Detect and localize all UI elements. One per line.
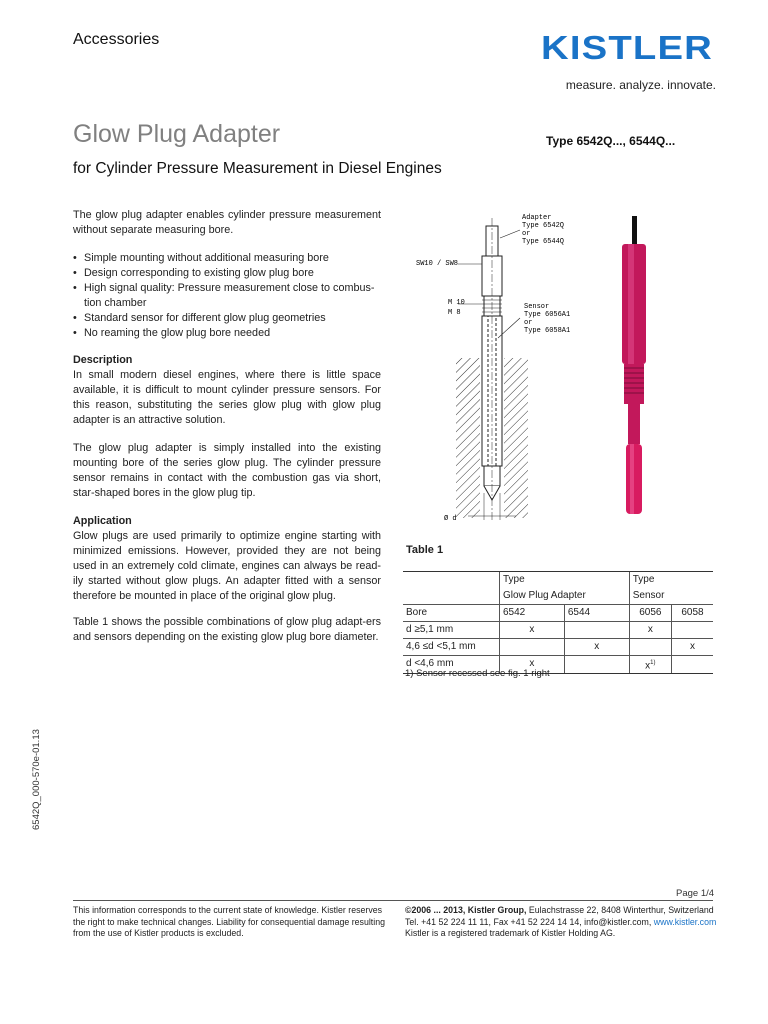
- table-cell: x: [500, 656, 565, 674]
- intro-paragraph: The glow plug adapter enables cylinder pressure measurement without separate measuring bore.: [73, 209, 381, 236]
- page-subtitle: for Cylinder Pressure Measurement in Diesel Engines: [73, 160, 442, 177]
- footer-contact: [405, 905, 717, 940]
- kistler-logo-mark: [541, 30, 716, 64]
- diameter-label: Ø d: [444, 515, 457, 523]
- table-cell: [629, 639, 671, 656]
- table-header-row: [403, 572, 713, 589]
- footer-disclaimer: This information corresponds to the current state of knowledge. Kistler reserves the right to make technical changes. Liability for consequential damage resulting from the use of Kistler products is excluded.: [73, 905, 385, 938]
- combination-table: [403, 571, 713, 674]
- brand-slogan: measure. analyze. innovate.: [565, 78, 716, 92]
- document-code: 6542Q_000-570e-01.13: [31, 729, 42, 830]
- feature-list: [73, 251, 383, 341]
- table-header-cell: 6058: [671, 605, 713, 622]
- application-paragraph: Glow plugs are used primarily to optimize engine starting with minimized emissions. However, provided they are not being used in an extremely cold climate, engines can always be read-ily started without glow plugs. An adapter fitted with a sensor therefore be mounted in place of the original glow plug.: [73, 530, 381, 602]
- description-heading: Description: [73, 354, 133, 366]
- application-paragraph: Table 1 shows the possible combinations of glow plug adapt-ers and sensors depending on the existing glow plug bore diameter.: [73, 616, 381, 643]
- list-item: • Standard sensor for different glow plug geometries: [73, 311, 383, 326]
- table-cell: [564, 622, 629, 639]
- kistler-logo: [541, 30, 716, 92]
- table-header-row: [403, 588, 713, 605]
- list-item: • No reaming the glow plug bore needed: [73, 326, 383, 341]
- thread-label: M 10: [448, 299, 465, 307]
- description-paragraph: The glow plug adapter is simply installed into the existing mounting bore of the series glow plug. The cylinder pressure sensor remains in contact with the combustion gas via short, star-shaped bores in the glow plug tip.: [73, 442, 381, 499]
- page-number: Page 1/4: [676, 888, 715, 899]
- table-cell: d <4,6 mm: [403, 656, 500, 674]
- footer-address: Eulachstrasse 22, 8408 Winterthur, Switzerland: [526, 905, 714, 915]
- footer-divider: [73, 900, 713, 901]
- sensor-label-line: Type 6058A1: [524, 327, 571, 335]
- list-item: • Simple mounting without additional measuring bore: [73, 251, 383, 266]
- thread-label: M 8: [448, 309, 461, 317]
- group-type-label: Type: [500, 572, 630, 589]
- table-row: [403, 639, 713, 656]
- sensor-label-line: Sensor: [524, 303, 550, 311]
- table-header-cell: 6542: [500, 605, 565, 622]
- adapter-label-line: Adapter: [522, 214, 552, 222]
- table-cell: x: [671, 639, 713, 656]
- table-cell: x: [564, 639, 629, 656]
- footnote-marker: 1): [650, 660, 656, 666]
- table-cell: x: [500, 622, 565, 639]
- table-cell: d ≥5,1 mm: [403, 622, 500, 639]
- glow-plug-adapter-photo: [598, 216, 668, 522]
- website-link[interactable]: www.kistler.com: [653, 916, 717, 927]
- list-item: • Design corresponding to existing glow plug bore: [73, 266, 383, 281]
- table-cell: [564, 656, 629, 674]
- page-title: Glow Plug Adapter: [73, 120, 281, 148]
- table-cell: 4,6 ≤d <5,1 mm: [403, 639, 500, 656]
- table-cell: [671, 622, 713, 639]
- adapter-label-line: Type 6544Q: [522, 238, 565, 246]
- group-name-label: Sensor: [629, 588, 713, 605]
- application-section-2: [73, 615, 381, 645]
- wrench-size-label: SW10 / SW8: [416, 260, 459, 268]
- type-label: Type 6542Q..., 6544Q...: [546, 134, 676, 148]
- table-cell-value: x: [645, 660, 651, 672]
- table-column-header-row: [403, 605, 713, 622]
- footer-copyright: ©2006 ... 2013, Kistler Group,: [405, 905, 527, 915]
- svg-text:KISTLER: KISTLER: [541, 29, 713, 66]
- table-header-cell: 6056: [629, 605, 671, 622]
- footer-contact-line: [405, 917, 717, 929]
- application-heading: Application: [73, 515, 132, 527]
- table-cell: [629, 656, 671, 674]
- table-cell: [671, 656, 713, 674]
- table-header-cell: 6544: [564, 605, 629, 622]
- table-header-cell: Bore: [403, 605, 500, 622]
- footer-trademark: Kistler is a registered trademark of Kistler Holding AG.: [405, 928, 616, 938]
- description-paragraph: In small modern diesel engines, where there is little space available, it is difficult to mount cylinder pressure sensors. For this reason, substituting the series glow plug with glow plug adapter is an attractive solution.: [73, 369, 381, 426]
- footer-phone-email: Tel. +41 52 224 11 11, Fax +41 52 224 14 14, info@kistler.com,: [405, 916, 654, 927]
- intro-text: [73, 208, 381, 238]
- description-section: [73, 353, 381, 428]
- table-cell: [500, 639, 565, 656]
- footer-address-line: [405, 905, 717, 917]
- brand-wordmark: [541, 30, 716, 72]
- group-type-label: Type: [629, 572, 713, 589]
- table-row: [403, 622, 713, 639]
- adapter-cross-section-diagram: [408, 208, 571, 528]
- group-name-label: Glow Plug Adapter: [500, 588, 630, 605]
- adapter-label-line: or: [522, 230, 531, 238]
- description-section-2: [73, 441, 381, 501]
- table-footnote: 1) Sensor recessed see fig. 1 right: [405, 668, 550, 679]
- table-cell: x: [629, 622, 671, 639]
- adapter-label-line: Type 6542Q: [522, 222, 565, 230]
- sensor-label-line: or: [524, 319, 533, 327]
- table-title: Table 1: [406, 544, 444, 556]
- application-section: [73, 514, 381, 604]
- list-item: • High signal quality: Pressure measurement close to combus-tion chamber: [73, 281, 383, 311]
- sensor-label-line: Type 6056A1: [524, 311, 571, 319]
- section-tag: Accessories: [73, 31, 160, 48]
